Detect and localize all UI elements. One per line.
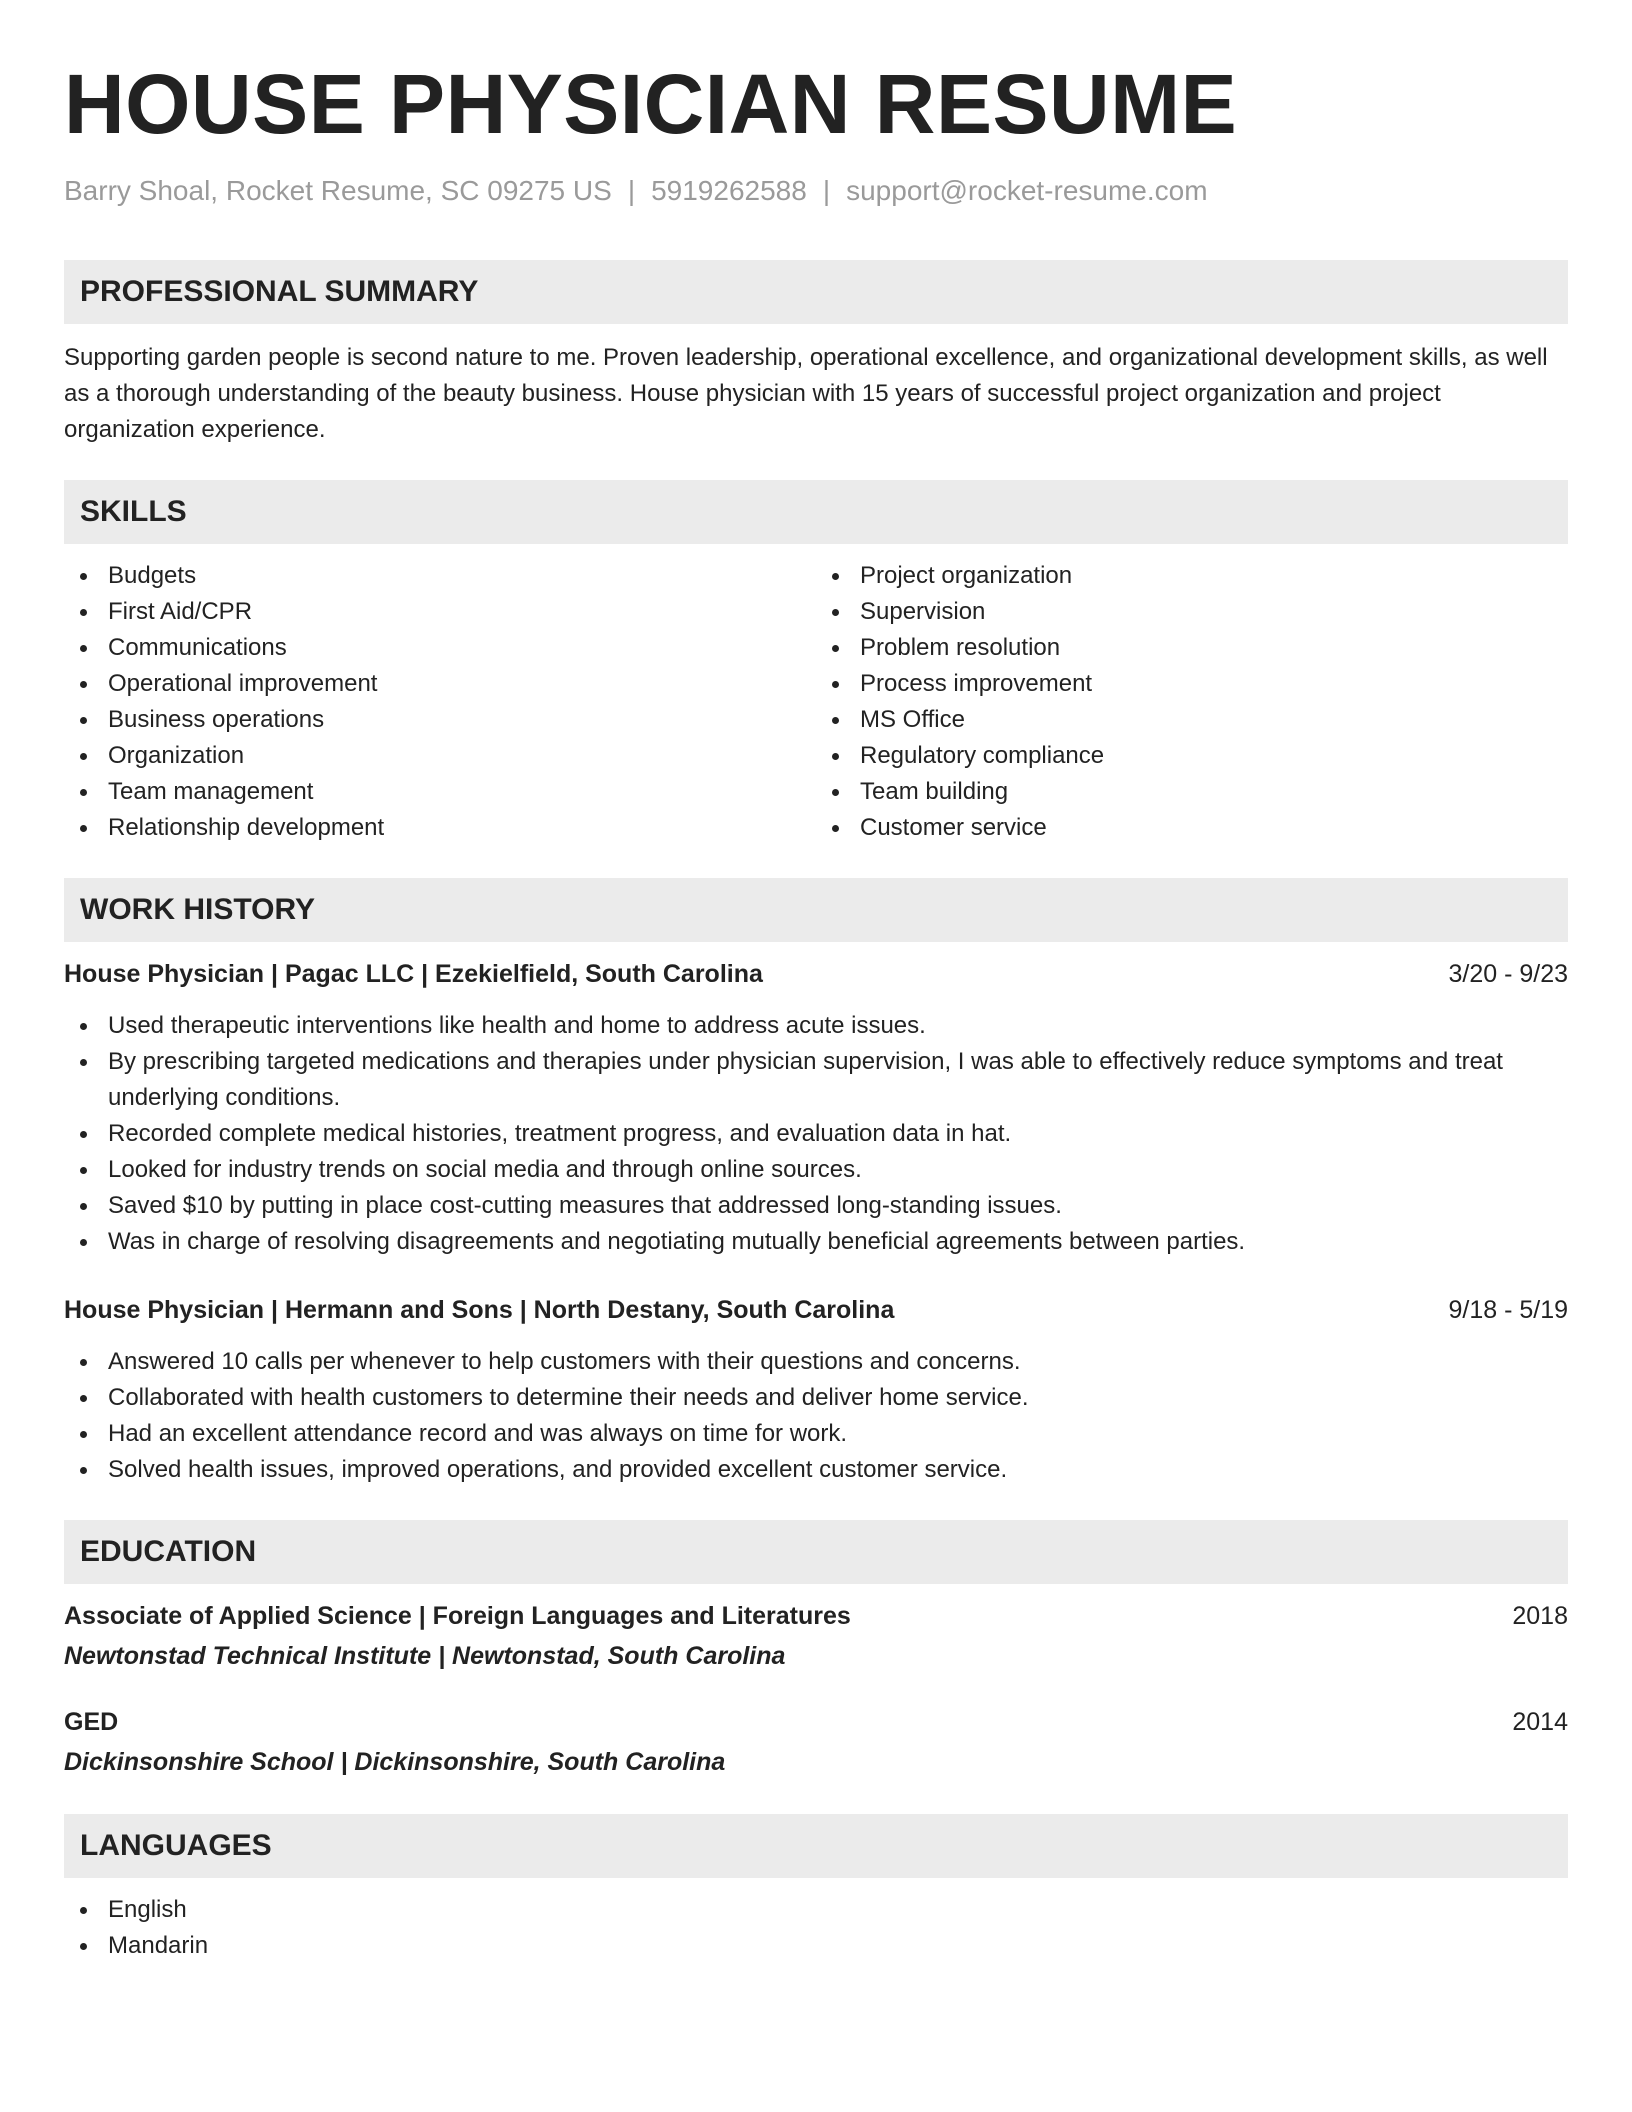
- job-entry: [64, 956, 1568, 1260]
- skills-column-left: [64, 558, 816, 846]
- contact-address: Barry Shoal, Rocket Resume, SC 09275 US: [64, 175, 612, 206]
- education-school: Dickinsonshire School | Dickinsonshire, South Carolina: [64, 1747, 726, 1776]
- job-bullets: [64, 1008, 1568, 1260]
- skill-item: Operational improvement: [64, 666, 816, 702]
- skills-grid: [64, 558, 1568, 846]
- job-bullet: Answered 10 calls per whenever to help customers with their questions and concerns.: [64, 1344, 1568, 1380]
- contact-separator: |: [822, 175, 831, 206]
- skill-item: First Aid/CPR: [64, 594, 816, 630]
- skill-item: MS Office: [816, 702, 1568, 738]
- job-title: House Physician | Pagac LLC | Ezekielfield, South Carolina: [64, 959, 763, 988]
- skill-item: Team building: [816, 774, 1568, 810]
- job-bullet: Saved $10 by putting in place cost-cutting measures that addressed long-standing issues.: [64, 1188, 1568, 1224]
- languages-list: [64, 1892, 1568, 1964]
- contact-email: support@rocket-resume.com: [846, 175, 1208, 206]
- education-entry: [64, 1598, 1568, 1674]
- skills-list-left: [64, 558, 816, 846]
- summary-heading: PROFESSIONAL SUMMARY: [64, 260, 1568, 324]
- education-header: [64, 1704, 1568, 1740]
- skill-item: Organization: [64, 738, 816, 774]
- skill-item: Communications: [64, 630, 816, 666]
- job-bullet: Was in charge of resolving disagreements and negotiating mutually beneficial agreements between parties.: [64, 1224, 1568, 1260]
- skill-item: Problem resolution: [816, 630, 1568, 666]
- education-entry: [64, 1704, 1568, 1780]
- job-bullet: Recorded complete medical histories, treatment progress, and evaluation data in hat.: [64, 1116, 1568, 1152]
- skill-item: Process improvement: [816, 666, 1568, 702]
- job-bullet: Collaborated with health customers to determine their needs and deliver home service.: [64, 1380, 1568, 1416]
- language-item: English: [64, 1892, 1568, 1928]
- skills-column-right: [816, 558, 1568, 846]
- job-bullet: By prescribing targeted medications and therapies under physician supervision, I was able to effectively reduce symptoms and treat underlying conditions.: [64, 1044, 1568, 1116]
- skill-item: Supervision: [816, 594, 1568, 630]
- job-dates: 9/18 - 5/19: [1448, 1295, 1568, 1324]
- summary-text: Supporting garden people is second nature to me. Proven leadership, operational excellence, and organizational development skills, as well as a thorough understanding of the beauty business. House physician with 15 years of successful project organization and project organization experience.: [64, 343, 1548, 443]
- contact-phone: 5919262588: [651, 175, 807, 206]
- skill-item: Regulatory compliance: [816, 738, 1568, 774]
- job-header: [64, 956, 1568, 992]
- education-degree: GED: [64, 1707, 119, 1736]
- language-item: Mandarin: [64, 1928, 1568, 1964]
- skills-list-right: [816, 558, 1568, 846]
- job-bullet: Used therapeutic interventions like health and home to address acute issues.: [64, 1008, 1568, 1044]
- job-bullet: Looked for industry trends on social media and through online sources.: [64, 1152, 1568, 1188]
- job-bullets: [64, 1344, 1568, 1488]
- skill-item: Team management: [64, 774, 816, 810]
- skill-item: Budgets: [64, 558, 816, 594]
- education-header: [64, 1598, 1568, 1634]
- contact-line: [64, 174, 1568, 208]
- job-bullet: Had an excellent attendance record and was always on time for work.: [64, 1416, 1568, 1452]
- job-header: [64, 1292, 1568, 1328]
- work-history-heading: WORK HISTORY: [64, 878, 1568, 942]
- job-entry: [64, 1292, 1568, 1488]
- skill-item: Customer service: [816, 810, 1568, 846]
- education-degree: Associate of Applied Science | Foreign Languages and Literatures: [64, 1601, 851, 1630]
- languages-heading: LANGUAGES: [64, 1814, 1568, 1878]
- education-school: Newtonstad Technical Institute | Newtonstad, South Carolina: [64, 1641, 786, 1670]
- resume-title: HOUSE PHYSICIAN RESUME: [64, 57, 1238, 151]
- skill-item: Relationship development: [64, 810, 816, 846]
- job-title: House Physician | Hermann and Sons | North Destany, South Carolina: [64, 1295, 895, 1324]
- job-dates: 3/20 - 9/23: [1448, 959, 1568, 988]
- job-bullet: Solved health issues, improved operations, and provided excellent customer service.: [64, 1452, 1568, 1488]
- skill-item: Business operations: [64, 702, 816, 738]
- education-heading: EDUCATION: [64, 1520, 1568, 1584]
- education-year: 2018: [1512, 1601, 1568, 1630]
- education-year: 2014: [1512, 1707, 1568, 1736]
- skill-item: Project organization: [816, 558, 1568, 594]
- contact-separator: |: [627, 175, 636, 206]
- skills-heading: SKILLS: [64, 480, 1568, 544]
